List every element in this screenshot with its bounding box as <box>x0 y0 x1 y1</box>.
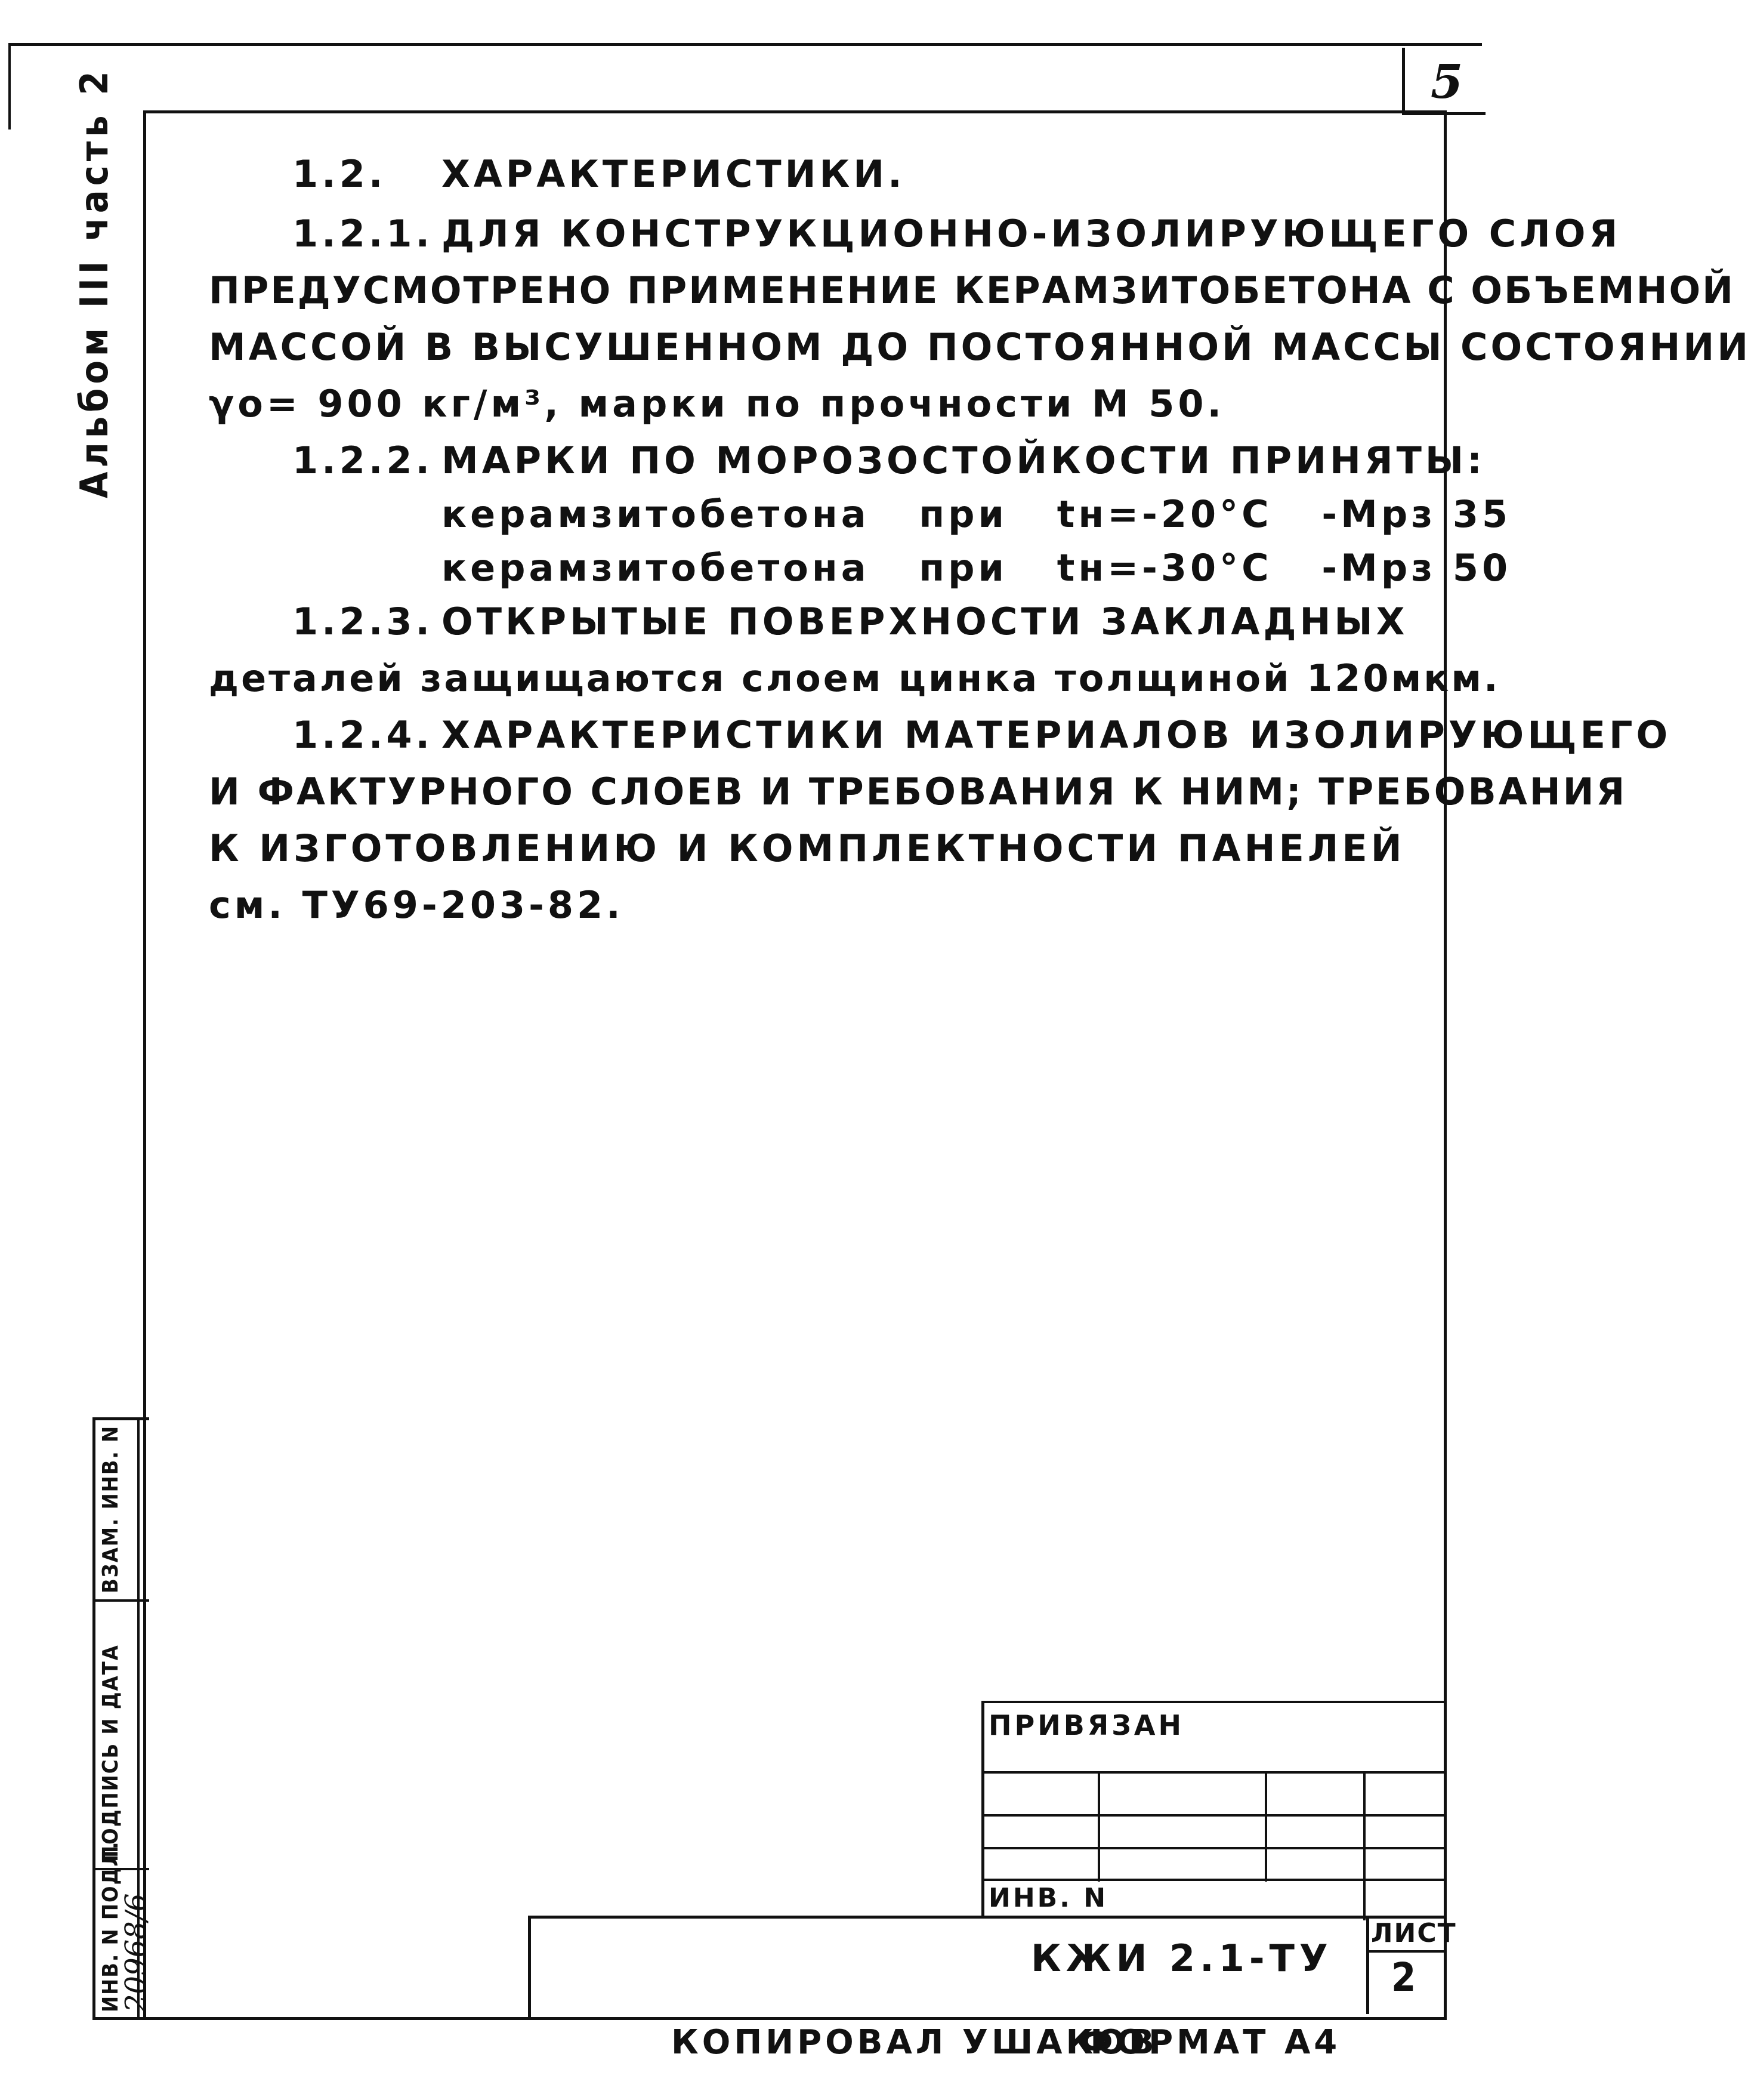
body-text: ДЛЯ КОНСТРУКЦИОННО-ИЗОЛИРУЮЩЕГО СЛОЯ <box>441 212 1622 255</box>
side-stamp-sep-1 <box>95 1599 149 1602</box>
tb-row-2 <box>981 1814 1444 1817</box>
document-body <box>209 152 1751 958</box>
body-text: ОТКРЫТЫЕ ПОВЕРХНОСТИ ЗАКЛАДНЫХ <box>441 600 1409 643</box>
body-text: ХАРАКТЕРИСТИКИ МАТЕРИАЛОВ ИЗОЛИРУЮЩЕГО <box>441 713 1672 757</box>
clause-number: 1.2.1. <box>292 212 434 255</box>
frost-line-20: керамзитобетона при tн=-20°С -Мрз 35 <box>441 492 1512 536</box>
top-edge-line <box>8 43 1482 46</box>
tb-left <box>981 1701 984 1919</box>
body-line: см. ТУ69-203-82. <box>209 883 624 927</box>
inv-podl-value: 20968/6 <box>119 1893 153 2012</box>
clause-number: 1.2.4. <box>292 713 434 757</box>
sheet-col-sep <box>1366 1950 1444 1953</box>
tb-col-2 <box>1265 1771 1267 1882</box>
body-line: γо= 900 кг/м³, марки по прочности М 50. <box>209 382 1225 425</box>
footer-format: ФОРМАТ А4 <box>1080 2023 1341 2062</box>
album-label: Альбом III часть 2 <box>73 67 117 498</box>
tb-top <box>981 1701 1444 1703</box>
tb-row-4 <box>981 1879 1444 1881</box>
inv-label: ИНВ. N <box>989 1883 1108 1913</box>
clause-number: 1.2. <box>292 152 387 196</box>
sheet-corner-number: 5 <box>1431 55 1463 109</box>
vzam-inv-label: ВЗАМ. ИНВ. N <box>98 1424 123 1593</box>
body-line: ПРЕДУСМОТРЕНО ПРИМЕНЕНИЕ КЕРАМЗИТОБЕТОНА С ОБЪЕМНОЙ <box>209 269 1735 312</box>
inv-podl-label: ИНВ. N ПОДЛ. <box>98 1840 123 2012</box>
privyazan-label: ПРИВЯЗАН <box>989 1709 1184 1741</box>
clause-heading: ХАРАКТЕРИСТИКИ. <box>441 152 906 196</box>
corner-box-left <box>1402 48 1405 113</box>
left-edge-mark <box>8 43 11 129</box>
frost-line-30: керамзитобетона при tн=-30°С -Мрз 50 <box>441 546 1512 590</box>
line-1-2-2 <box>292 439 1486 482</box>
clause-number: 1.2.2. <box>292 439 434 482</box>
podpis-label: ПОДПИСЬ И ДАТА <box>98 1644 123 1862</box>
body-text: МАРКИ ПО МОРОЗОСТОЙКОСТИ ПРИНЯТЫ: <box>441 439 1486 482</box>
tb-col-3 <box>1363 1771 1366 1920</box>
footer-copied-by: КОПИРОВАЛ УШАКОВ <box>671 2023 1158 2062</box>
tb-row-3 <box>981 1847 1444 1849</box>
sheet-col-left <box>1366 1916 1369 2014</box>
sheet-value: 2 <box>1391 1954 1416 2000</box>
line-1-2-1 <box>292 212 1621 255</box>
body-line: деталей защищаются слоем цинка толщиной 120мкм. <box>209 656 1500 700</box>
tb-col-1 <box>1098 1771 1100 1882</box>
line-1-2 <box>292 152 906 196</box>
clause-number: 1.2.3. <box>292 600 434 643</box>
tb-row-1 <box>981 1771 1444 1774</box>
line-1-2-3 <box>292 600 1408 643</box>
body-line: МАССОЙ В ВЫСУШЕННОМ ДО ПОСТОЯННОЙ МАССЫ СОСТОЯНИИ <box>209 325 1751 369</box>
body-line: И ФАКТУРНОГО СЛОЕВ И ТРЕБОВАНИЯ К НИМ; ТРЕБОВАНИЯ <box>209 770 1628 813</box>
line-1-2-4 <box>292 713 1671 757</box>
body-line: К ИЗГОТОВЛЕНИЮ И КОМПЛЕКТНОСТИ ПАНЕЛЕЙ <box>209 827 1406 870</box>
sheet-label: ЛИСТ <box>1371 1918 1457 1948</box>
document-designation: КЖИ 2.1-ТУ <box>1031 1936 1333 1980</box>
